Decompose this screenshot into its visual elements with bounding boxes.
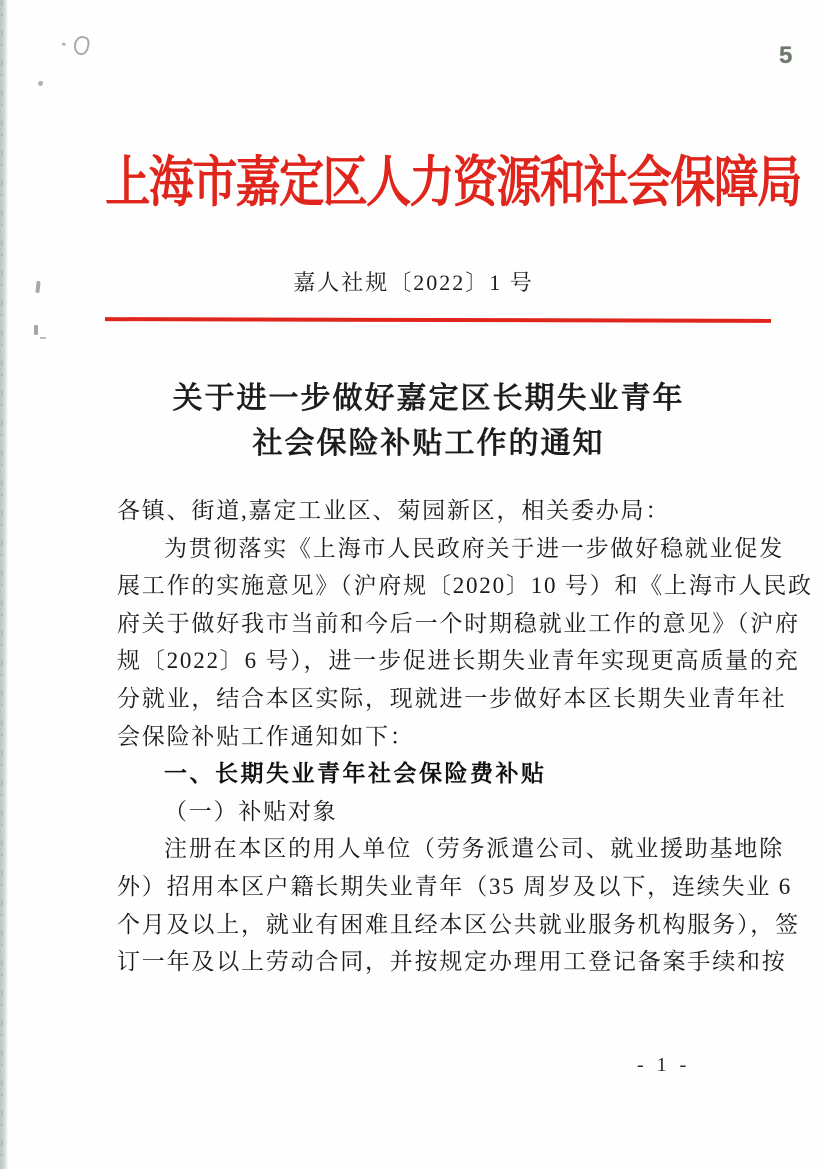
section-heading: 一、长期失业青年社会保险费补贴 <box>164 760 547 787</box>
agency-letterhead-title: 上海市嘉定区人力资源和社会保障局 <box>105 152 801 213</box>
body-line: 规〔2022〕6 号），进一步促进长期失业青年实现更高质量的充 <box>117 648 800 674</box>
body-line: 分就业，结合本区实际，现就进一步做好本区长期失业青年社 <box>117 685 787 711</box>
document-title-line-2: 社会保险补贴工作的通知 <box>252 427 605 460</box>
salutation-line: 各镇、街道,嘉定工业区、菊园新区，相关委办局： <box>117 498 671 523</box>
document-reference-number: 嘉人社规〔2022〕1 号 <box>293 270 534 295</box>
body-line: 府关于做好我市当前和今后一个时期稳就业工作的意见》（沪府 <box>117 610 800 636</box>
scan-edge-strip <box>0 0 8 1169</box>
subsection-heading: （一）补贴对象 <box>164 798 338 824</box>
scan-artifact-speck <box>38 81 43 86</box>
body-line: 会保险补贴工作通知如下： <box>117 723 415 749</box>
footer-page-number: - 1 - <box>637 1054 691 1076</box>
body-line: 订一年及以上劳动合同，并按规定办理用工登记备案手续和按 <box>117 949 787 975</box>
body-line: 为贯彻落实《上海市人民政府关于进一步做好稳就业促发 <box>164 535 784 561</box>
body-line: 注册在本区的用人单位（劳务派遣公司、就业援助基地除 <box>164 836 784 862</box>
body-line: 个月及以上，就业有困难且经本区公共就业服务机构服务），签 <box>117 911 800 937</box>
scan-artifact-tick <box>34 325 38 335</box>
red-divider-rule <box>105 317 771 323</box>
scan-artifact-mark <box>72 34 91 56</box>
body-line: 展工作的实施意见》（沪府规〔2020〕10 号）和《上海市人民政 <box>117 573 813 599</box>
scan-corner-page-number: 5 <box>779 42 793 69</box>
document-title <box>0 376 827 466</box>
document-body <box>117 492 813 981</box>
document-title-line-1: 关于进一步做好嘉定区长期失业青年 <box>172 382 685 415</box>
body-line: 外）招用本区户籍长期失业青年（35 周岁及以下，连续失业 6 <box>117 873 792 899</box>
